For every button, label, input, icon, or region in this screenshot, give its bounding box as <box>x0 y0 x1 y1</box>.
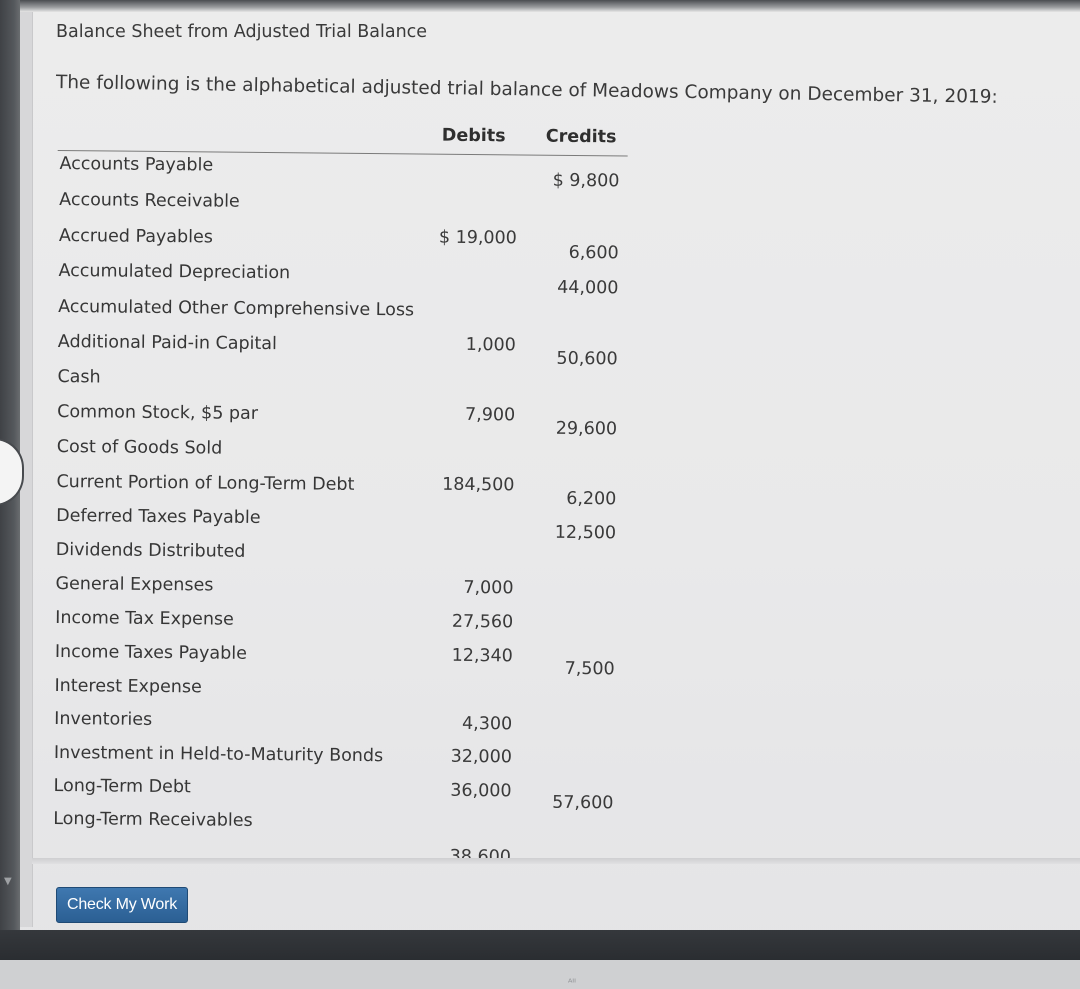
page-title: Balance Sheet from Adjusted Trial Balance <box>56 22 428 42</box>
monitor-bezel-bottom <box>0 930 1080 960</box>
debit-amount: $ 19,000 <box>438 227 517 249</box>
table-row <box>57 154 627 193</box>
credit-amount: 29,600 <box>555 418 618 440</box>
account-name: Accrued Payables <box>58 226 214 248</box>
table-row <box>54 472 624 511</box>
debit-amount: 12,340 <box>451 645 513 667</box>
debit-amount: 27,560 <box>451 611 514 633</box>
debit-amount: 7,900 <box>464 404 516 426</box>
partial-glyph: ᴬᴵᴵ <box>568 978 577 989</box>
debit-amount: 32,000 <box>450 746 512 768</box>
credit-amount: 44,000 <box>557 277 619 299</box>
debit-amount: 4,300 <box>461 713 513 735</box>
table-row <box>57 226 627 265</box>
table-row <box>53 642 623 681</box>
credit-amount: 12,500 <box>554 522 617 544</box>
credit-amount: 57,600 <box>552 792 614 814</box>
trial-balance-table <box>51 118 638 864</box>
account-name: Accounts Receivable <box>59 190 240 212</box>
credit-amount: 6,600 <box>568 242 619 264</box>
credit-amount: 6,200 <box>566 488 617 510</box>
table-row <box>54 506 624 545</box>
table-row <box>51 809 621 848</box>
intro-text: The following is the alphabetical adjusted trial balance of Meadows Company on December 31, 2019: <box>55 72 998 108</box>
account-name: General Expenses <box>55 573 214 596</box>
debit-amount: 184,500 <box>442 474 515 496</box>
account-name: Dividends Distributed <box>55 539 246 562</box>
account-name: Accounts Payable <box>59 154 214 176</box>
account-name: Interest Expense <box>54 675 202 698</box>
bottom-region <box>0 960 1080 989</box>
account-name: Cash <box>57 367 101 388</box>
table-row <box>56 332 626 371</box>
account-name: Income Tax Expense <box>55 607 234 630</box>
account-name: Accumulated Depreciation <box>58 261 291 284</box>
account-name: Additional Paid-in Capital <box>57 332 278 355</box>
table-row <box>56 261 626 300</box>
content-divider <box>32 858 1080 864</box>
monitor-bezel-top <box>20 0 1080 12</box>
debit-amount: 1,000 <box>465 334 516 356</box>
caret-down-icon[interactable]: ▼ <box>4 876 12 887</box>
account-name: Accumulated Other Comprehensive Loss <box>58 297 415 321</box>
credits-header: Credits <box>545 126 617 148</box>
credit-amount: 50,600 <box>556 348 618 370</box>
account-name: Cost of Goods Sold <box>56 437 223 459</box>
account-name: Deferred Taxes Payable <box>56 506 261 528</box>
credit-amount: 7,500 <box>564 658 615 680</box>
account-name: Long-Term Debt <box>53 775 191 798</box>
account-name: Current Portion of Long-Term Debt <box>56 472 355 495</box>
account-name: Income Taxes Payable <box>54 641 248 664</box>
debits-header: Debits <box>441 125 506 147</box>
debit-amount: 36,000 <box>450 780 512 802</box>
account-name: Inventories <box>54 708 153 730</box>
check-my-work-button[interactable]: Check My Work <box>56 887 188 923</box>
account-name: Long-Term Receivables <box>53 808 253 831</box>
credit-amount: $ 9,800 <box>552 170 620 192</box>
account-name: Investment in Held-to-Maturity Bonds <box>53 742 384 767</box>
table-row <box>55 402 625 441</box>
account-name: Common Stock, $5 par <box>57 402 259 424</box>
debit-amount: 7,000 <box>463 577 514 599</box>
